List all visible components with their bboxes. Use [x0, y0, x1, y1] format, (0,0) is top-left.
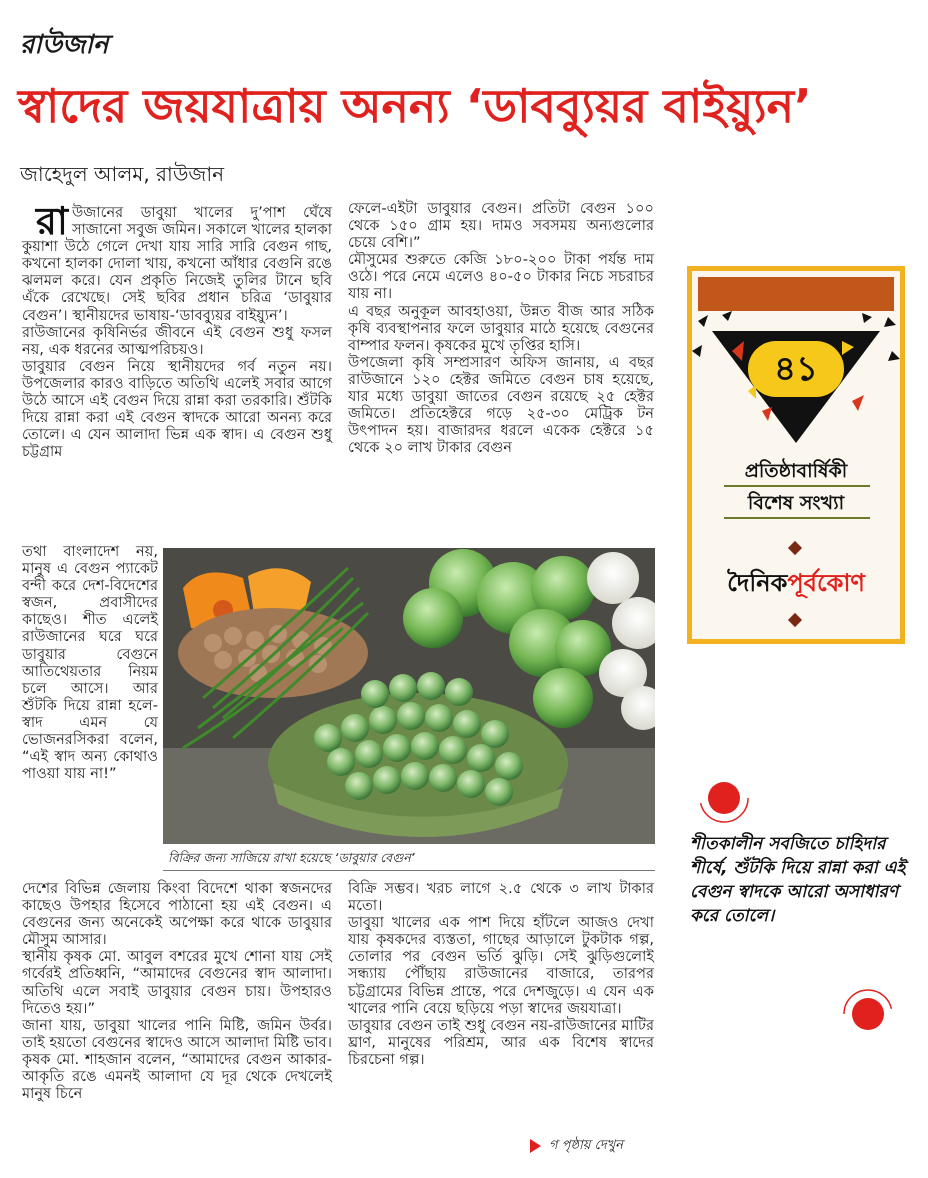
diamond-ornament	[788, 613, 802, 627]
paragraph: স্থানীয় কৃষক মো. আবুল বশরের মুখে শোনা যায় সেই গর্বেরই প্রতিধ্বনি, “আমাদের বেগুনের স্বাদ আলাদা। অতিথি এলে সবাই ডাবুয়ার বেগুন চায়। উপহারও দিতেও হয়।”	[22, 948, 332, 1017]
paragraph: ডাবুয়ার বেগুন তাই শুধু বেগুন নয়-রাউজানের মাটির ঘ্রাণ, মানুষের পরিশ্রম, আর এক বিশেষ স্বাদের চিরচেনা গল্প।	[348, 1016, 654, 1068]
vegetable-market-photo	[163, 548, 655, 844]
pull-quote: শীতকালীন সবজিতে চাহিদার শীর্ষে, শুঁটকি দিয়ে রান্না করা এই বেগুন স্বাদকে আরো অসাধারণ করে তোলে।	[690, 834, 906, 926]
red-circle-ornament	[838, 984, 902, 1048]
photo-caption: বিক্রির জন্য সাজিয়ে রাখা হয়েছে ‘ডাবুয়ার বেগুন’	[168, 850, 415, 865]
article-column-2-top	[348, 200, 654, 456]
article-column-2-bottom	[348, 880, 654, 1068]
badge-line-1: প্রতিষ্ঠাবার্ষিকী	[744, 460, 848, 482]
diamond-ornament	[788, 541, 802, 555]
article-column-1-bottom	[22, 880, 332, 1102]
badge-line-2: বিশেষ সংখ্যা	[747, 492, 845, 514]
paragraph: মৌসুমের শুরুতে কেজি ১৮০-২০০ টাকা পর্যন্ত দাম ওঠে। পরে নেমে এলেও ৪০-৫০ টাকার নিচে সচরাচর যায় না।	[348, 251, 654, 303]
paragraph: জানা যায়, ডাবুয়া খালের পানি মিষ্টি, জমিন উর্বর। তাই হয়তো বেগুনের স্বাদেও আসে আলাদা মিষ্টি ভাব। কৃষক মো. শাহজান বলেন, “আমাদের বেগুন আকার-আকৃতি রঙে এমনই আলাদা যে দূর থেকে দেখলেই মানুষ চিনে	[22, 1016, 332, 1103]
brand-black-part: দৈনিক	[727, 569, 788, 597]
paragraph: রাউজানের কৃষিনির্ভর জীবনে এই বেগুন শুধু ফসল নয়, এক ধরনের আত্মপরিচয়ও।	[22, 323, 332, 358]
paragraph: এ বছর অনুকূল আবহাওয়া, উন্নত বীজ আর সঠিক কৃষি ব্যবস্থাপনার ফলে ডাবুয়ার মাঠে হয়েছে বেগুনের বাম্পার ফলন। কৃষকের মুখে তৃপ্তির হাসি।	[348, 302, 654, 354]
section-label: রাউজান	[20, 30, 109, 60]
paragraph: উজানের ডাবুয়া খালের দু’পাশ ঘেঁষে সাজানো সবুজ জমিন। সকালে খালের হালকা কুয়াশা উঠে গেলে দেখা যায় সারি সারি বেগুন গাছ, কখনো হালকা দোলা খায়, কখনো আঁধার বেগুনি রঙে ঝলমল করে। যেন প্রকৃতি নিজেই তুলির টানে ছবি এঁকে রেখেছে। সেই ছবির প্রধান চরিত্র ‘ডাবুয়ার বেগুন’। স্থানীয়দের ভাষায়-‘ডাব্ব্যুয়র বাইয়্যুন’।	[22, 204, 332, 324]
continued-notice[interactable]	[530, 1136, 623, 1157]
headline: স্বাদের জয়যাত্রায় অনন্য ‘ডাব্ব্যুয়র বাইয়্যুন’	[18, 79, 812, 133]
article-column-1-side	[22, 543, 158, 782]
photo-illustration	[163, 548, 655, 844]
paragraph: ফেলে-এইটা ডাবুয়ার বেগুন। প্রতিটা বেগুন ১০০ থেকে ১৫০ গ্রাম হয়। দামও সবসময় অন্যগুলোর চেয়ে বেশি।”	[348, 200, 654, 252]
anniversary-number: ৪১	[748, 341, 844, 397]
article-column-1-top	[22, 199, 332, 461]
badge-divider	[724, 517, 870, 519]
paragraph: ডাবুয়ার বেগুন নিয়ে স্থানীয়দের গর্ব নতুন নয়। উপজেলার কারও বাড়িতে অতিথি এলেই সবার আগে উঠে আসে এই বেগুন দিয়ে রান্না করা তরকারি। শুঁটকি দিয়ে রান্না করা এই বেগুন স্বাদকে আরো অনন্য করে তোলে। এ যেন আলাদা ভিন্ন এক স্বাদ। এ বেগুন শুধু চট্টগ্রাম	[22, 357, 332, 461]
play-arrow-icon	[530, 1139, 541, 1153]
brand-red-part: পূর্বকোণ	[787, 569, 865, 597]
red-circle-ornament	[690, 764, 754, 828]
badge-top-bar	[698, 277, 894, 311]
byline: জাহেদুল আলম, রাউজান	[20, 162, 225, 186]
paragraph: দেশের বিভিন্ন জেলায় কিংবা বিদেশে থাকা স্বজনদের কাছেও উপহার হিসেবে পাঠানো হয় এই বেগুন। এ বেগুনের জন্য অনেকেই অপেক্ষা করে থাকে ডাবুয়ার মৌসুম আসার।	[22, 880, 332, 949]
paragraph: বিক্রি সম্ভব। খরচ লাগে ২.৫ থেকে ৩ লাখ টাকার মতো।	[348, 880, 654, 915]
continued-text: গ পৃষ্ঠায় দেখুন	[549, 1138, 623, 1153]
drop-cap: রা	[36, 199, 68, 243]
caption-divider	[163, 870, 655, 871]
paragraph: উপজেলা কৃষি সম্প্রসারণ অফিস জানায়, এ বছর রাউজানে ১২০ হেক্টর জমিতে বেগুন চাষ হয়েছে, যার মধ্যে ডাবুয়া জাতের বেগুন রয়েছে ২৫ হেক্টর জমিতে। প্রতিহেক্টরে গড়ে ২৫-৩০ মেট্রিক টন উৎপাদন হয়। বাজারদর ধরলে একেক হেক্টরে ১৫ থেকে ২০ লাখ টাকার বেগুন	[348, 353, 654, 457]
paragraph: ডাবুয়া খালের এক পাশ দিয়ে হাঁটলে আজও দেখা যায় কৃষকদের ব্যস্ততা, গাছের আড়ালে টুকটাক গল্প, তোলার পর বেগুন ভর্তি ঝুড়ি। সেই ঝুড়িগুলোই সন্ধ্যায় পৌঁছায় রাউজানের বাজারে, তারপর চট্টগ্রামের বিভিন্ন প্রান্তে, পরে দেশজুড়ে। এ যেন এক খালের পানি বেয়ে ছড়িয়ে পড়া স্বাদের জয়যাত্রা।	[348, 914, 654, 1017]
badge-divider	[724, 485, 870, 487]
anniversary-badge	[687, 266, 905, 644]
newspaper-brand	[692, 565, 900, 605]
paragraph: তথা বাংলাদেশ নয়, মানুষ এ বেগুন প্যাকেট বন্দী করে দেশ-বিদেশের স্বজন, প্রবাসীদের কাছেও। শীত এলেই রাউজানের ঘরে ঘরে ডাবুয়ার বেগুনে আতিথেয়তার নিয়ম চলে আসে। আর শুঁটকি দিয়ে রান্না হলে-স্বাদ এমন যে ভোজনরসিকরা বলেন, “এই স্বাদ অন্য কোথাও পাওয়া যায় না!”	[22, 543, 158, 783]
